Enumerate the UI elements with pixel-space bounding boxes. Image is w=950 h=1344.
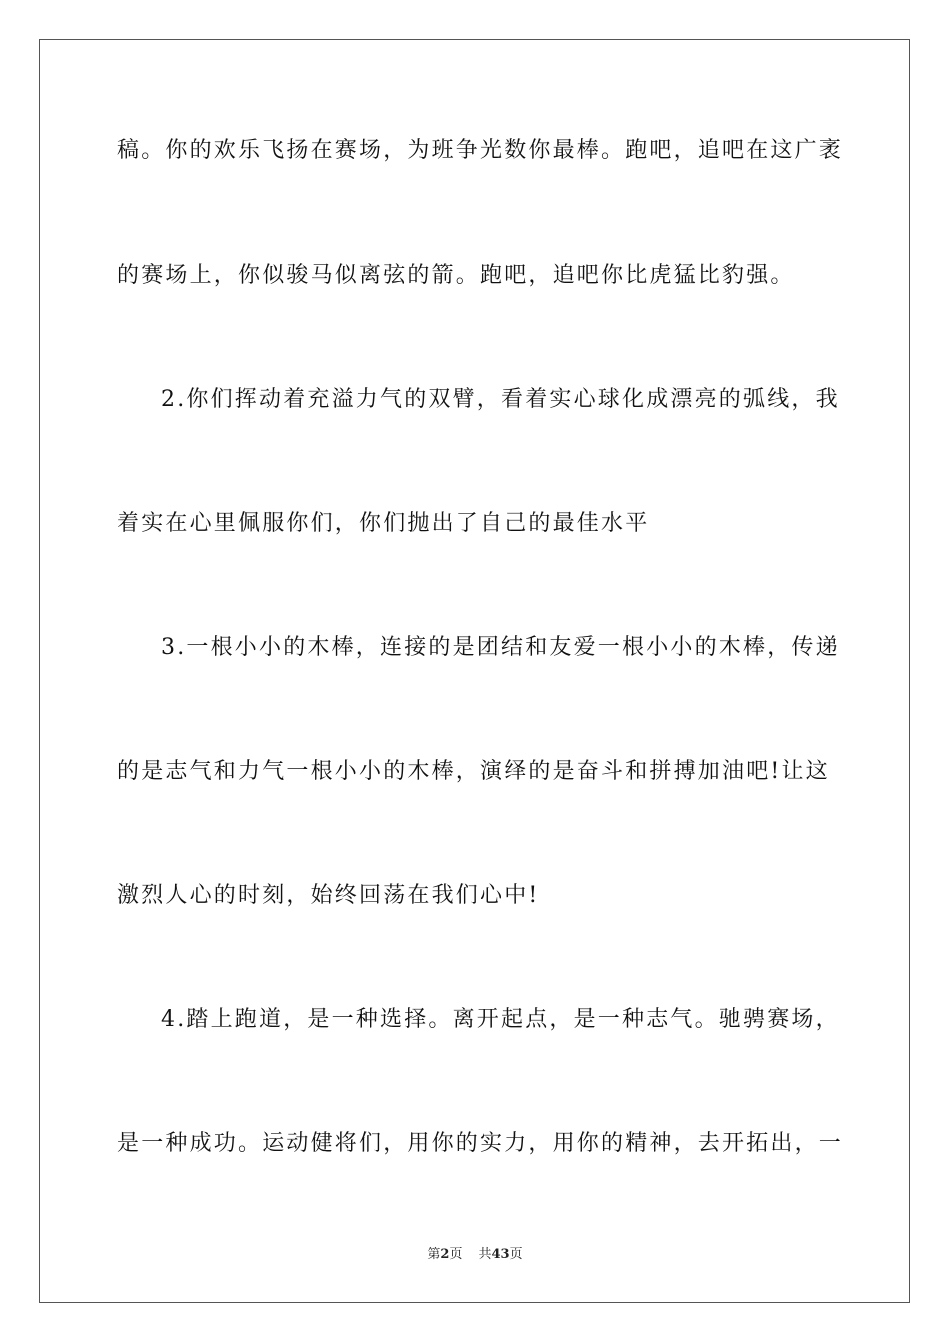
- paragraph-line-8: 4.踏上跑道，是一种选择。离开起点，是一种志气。驰骋赛场，: [161, 1007, 840, 1032]
- paragraph-line-2: 的赛场上，你似骏马似离弦的箭。跑吧，追吧你比虎猛比豹强。: [117, 263, 795, 288]
- footer-total-pages: 43: [491, 1247, 510, 1262]
- paragraph-line-1: 稿。你的欢乐飞扬在赛场，为班争光数你最棒。跑吧，追吧在这广袤: [117, 138, 844, 163]
- paragraph-line-7: 激烈人心的时刻，始终回荡在我们心中!: [117, 883, 540, 908]
- page-footer: [0, 1246, 950, 1264]
- paragraph-line-9: 是一种成功。运动健将们，用你的实力，用你的精神，去开拓出，一: [117, 1131, 844, 1156]
- footer-page-suffix: 页: [449, 1247, 463, 1262]
- paragraph-line-6: 的是志气和力气一根小小的木棒，演绎的是奋斗和拼搏加油吧!让这: [117, 759, 830, 784]
- footer-total-prefix: 共: [478, 1247, 492, 1262]
- paragraph-line-5: 3.一根小小的木棒，连接的是团结和友爱一根小小的木棒，传递: [161, 635, 840, 660]
- paragraph-line-3: 2.你们挥动着充溢力气的双臂，看着实心球化成漂亮的弧线，我: [161, 387, 840, 412]
- footer-total-suffix: 页: [509, 1247, 523, 1262]
- page-border: [39, 39, 910, 1303]
- paragraph-line-4: 着实在心里佩服你们，你们抛出了自己的最佳水平: [117, 511, 650, 536]
- footer-page-prefix: 第: [427, 1247, 441, 1262]
- footer-current-page: 2: [440, 1247, 450, 1262]
